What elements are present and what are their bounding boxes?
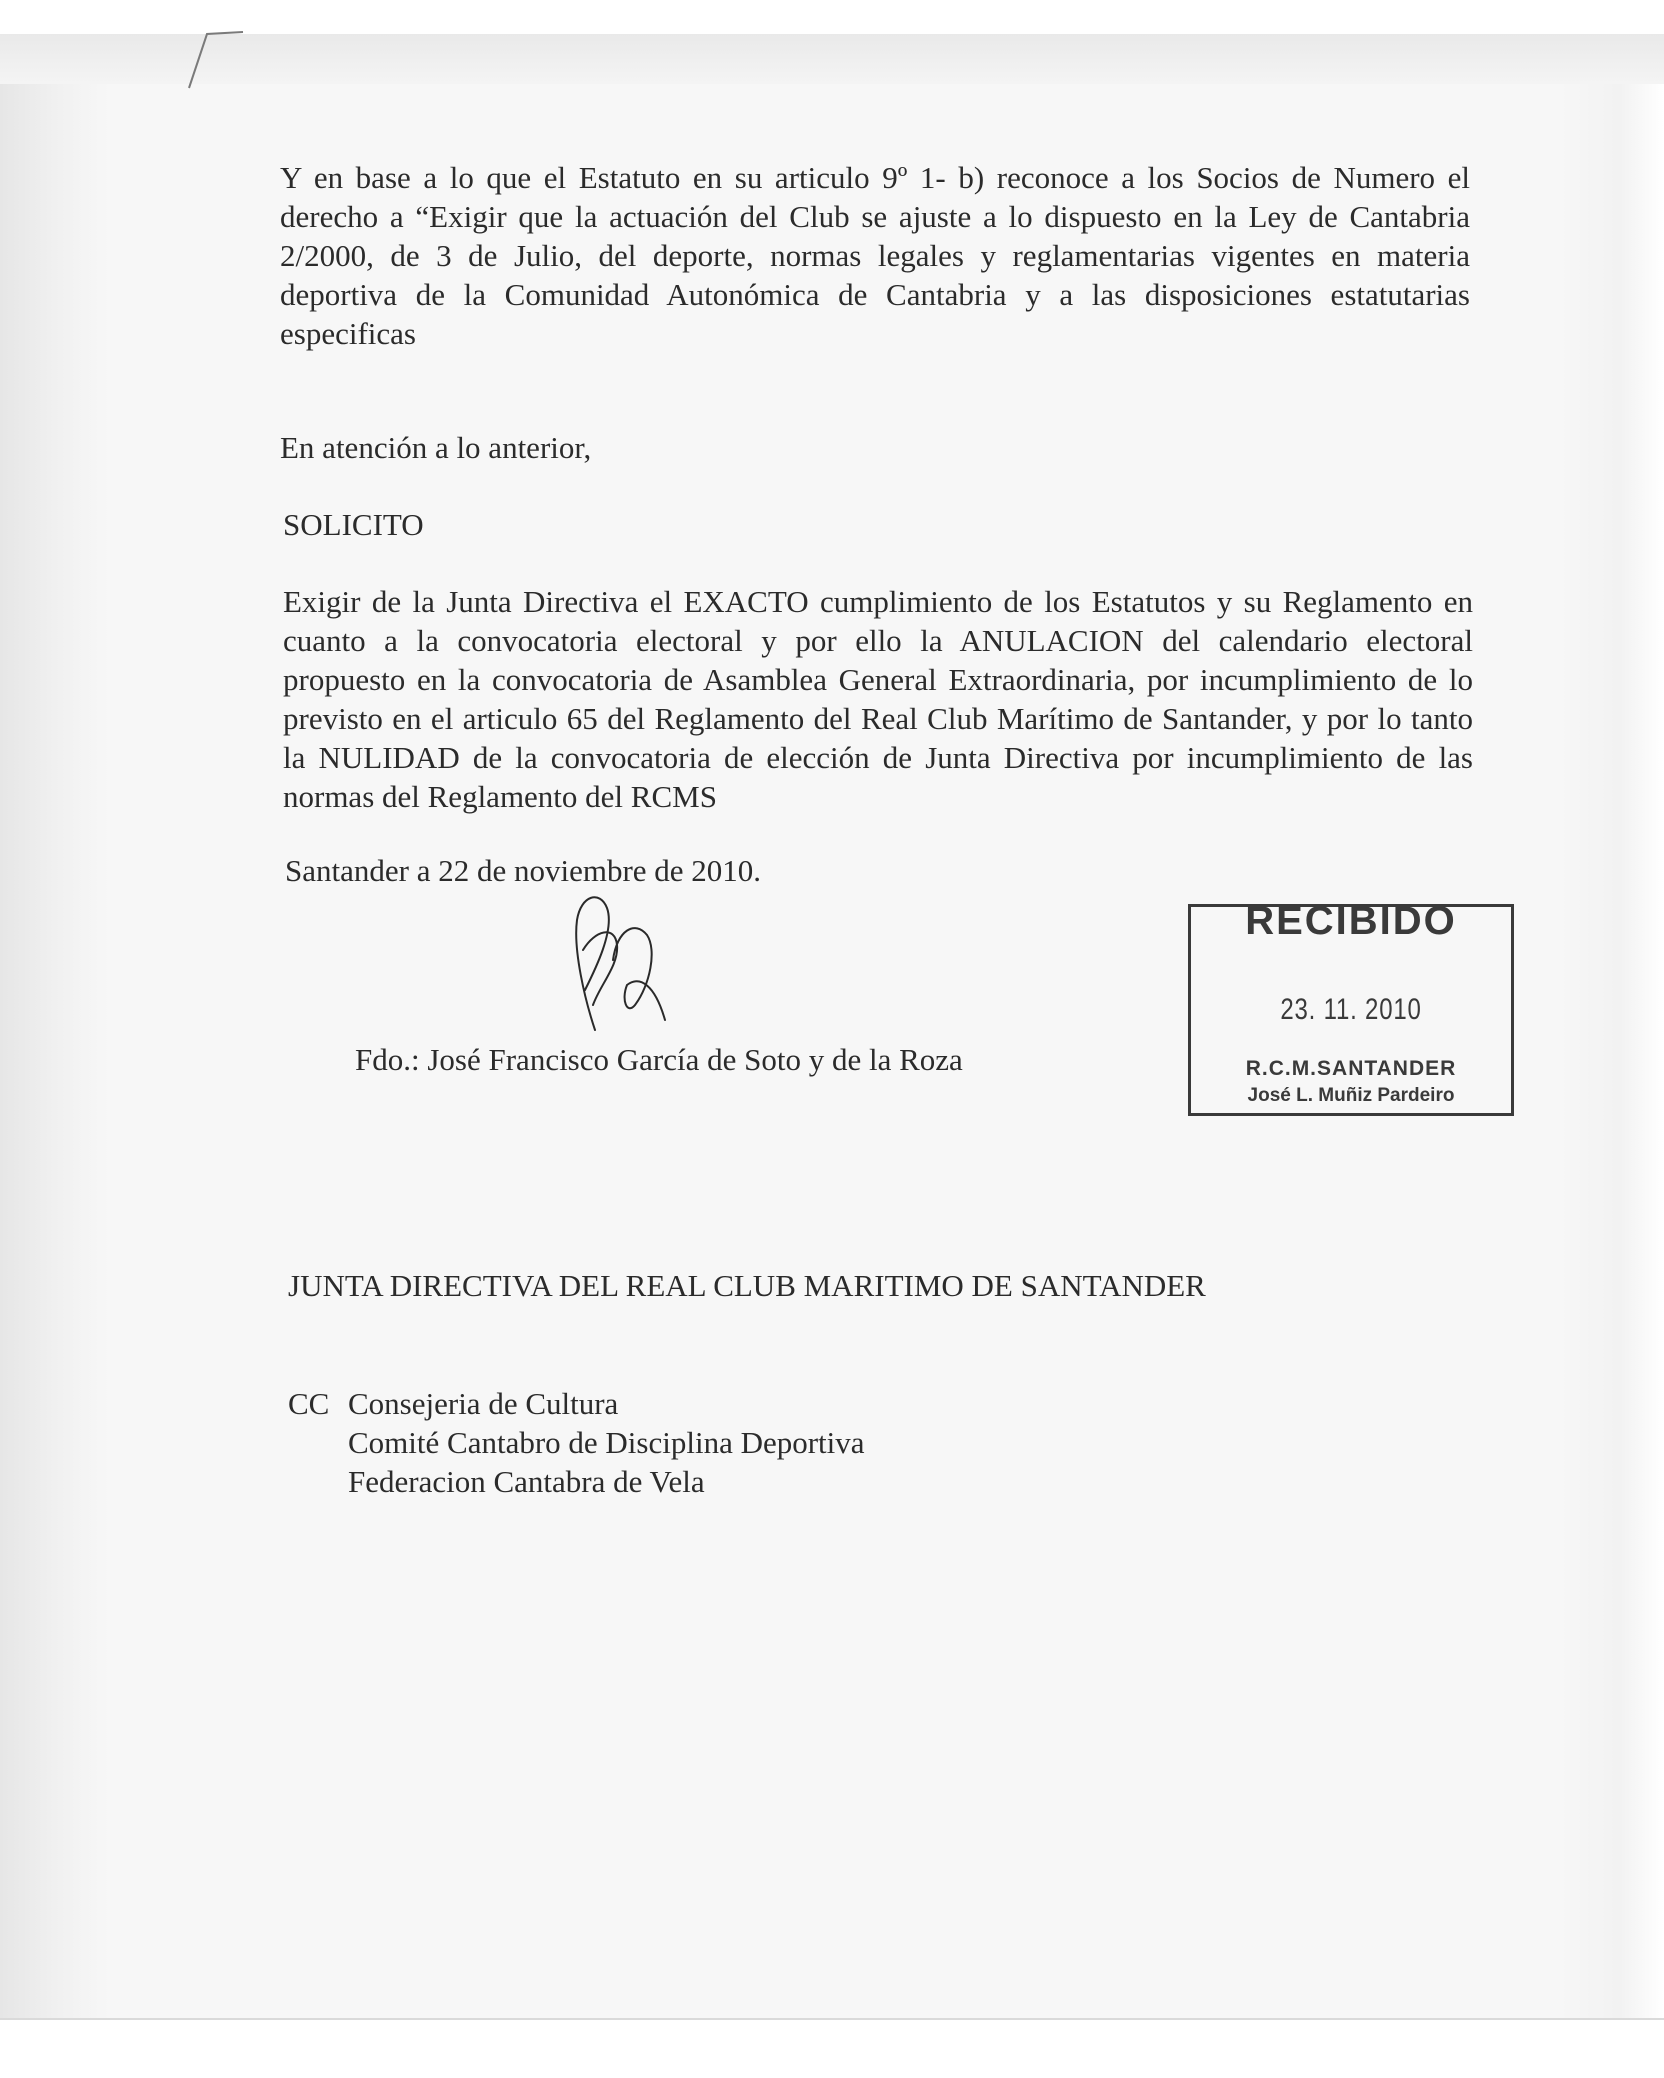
stamp-title: RECIBIDO — [1245, 899, 1457, 943]
place-date: Santander a 22 de noviembre de 2010. — [285, 853, 762, 888]
cc-label: CC — [288, 1386, 330, 1421]
attention-line: En atención a lo anterior, — [280, 430, 592, 465]
corner-fold-mark — [185, 30, 245, 90]
scan-top-margin — [0, 0, 1664, 34]
stamp-date: 23. 11. 2010 — [1280, 993, 1422, 1026]
signature-image — [555, 890, 685, 1040]
cc-recipient: Consejeria de Cultura — [348, 1386, 619, 1421]
paragraph-request: Exigir de la Junta Directiva el EXACTO cumplimiento de los Estatutos y su Reglamento en cuanto a la convocatoria electoral y por ello la ANULACION del calendario electoral propuesto en la convocatoria de Asamblea General Extraordinaria, por incumplimiento de lo previsto en el articulo 65 del Reglamento del Real Club Marítimo de Santander, y por lo tanto la NULIDAD de la convocatoria de elección de Junta Directiva por incumplimiento de las normas del Reglamento del RCMS — [283, 584, 1473, 814]
cc-recipient: Federacion Cantabra de Vela — [348, 1464, 705, 1499]
scan-shadow-band — [0, 34, 1664, 84]
received-stamp — [1188, 899, 1514, 1116]
addressee: JUNTA DIRECTIVA DEL REAL CLUB MARITIMO DE SANTANDER — [288, 1268, 1206, 1303]
paragraph-statute: Y en base a lo que el Estatuto en su articulo 9º 1- b) reconoce a los Socios de Numero el derecho a “Exigir que la actuación del Club se ajuste a lo dispuesto en la Ley de Cantabria 2/2000, de 3 de Julio, del deporte, normas legales y reglamentarias vigentes en materia deportiva de la Comunidad Autonómica de Cantabria y a las disposiciones estatutarias especificas — [280, 160, 1470, 351]
cc-recipients — [348, 1384, 865, 1501]
cc-recipient: Comité Cantabro de Disciplina Deportiva — [348, 1425, 865, 1460]
signed-by: Fdo.: José Francisco García de Soto y de la Roza — [355, 1042, 963, 1077]
request-heading: SOLICITO — [283, 507, 424, 542]
scan-bottom-margin — [0, 2018, 1664, 2078]
stamp-organization: R.C.M.SANTANDER — [1245, 1057, 1457, 1080]
stamp-person: José L. Muñiz Pardeiro — [1247, 1085, 1455, 1106]
